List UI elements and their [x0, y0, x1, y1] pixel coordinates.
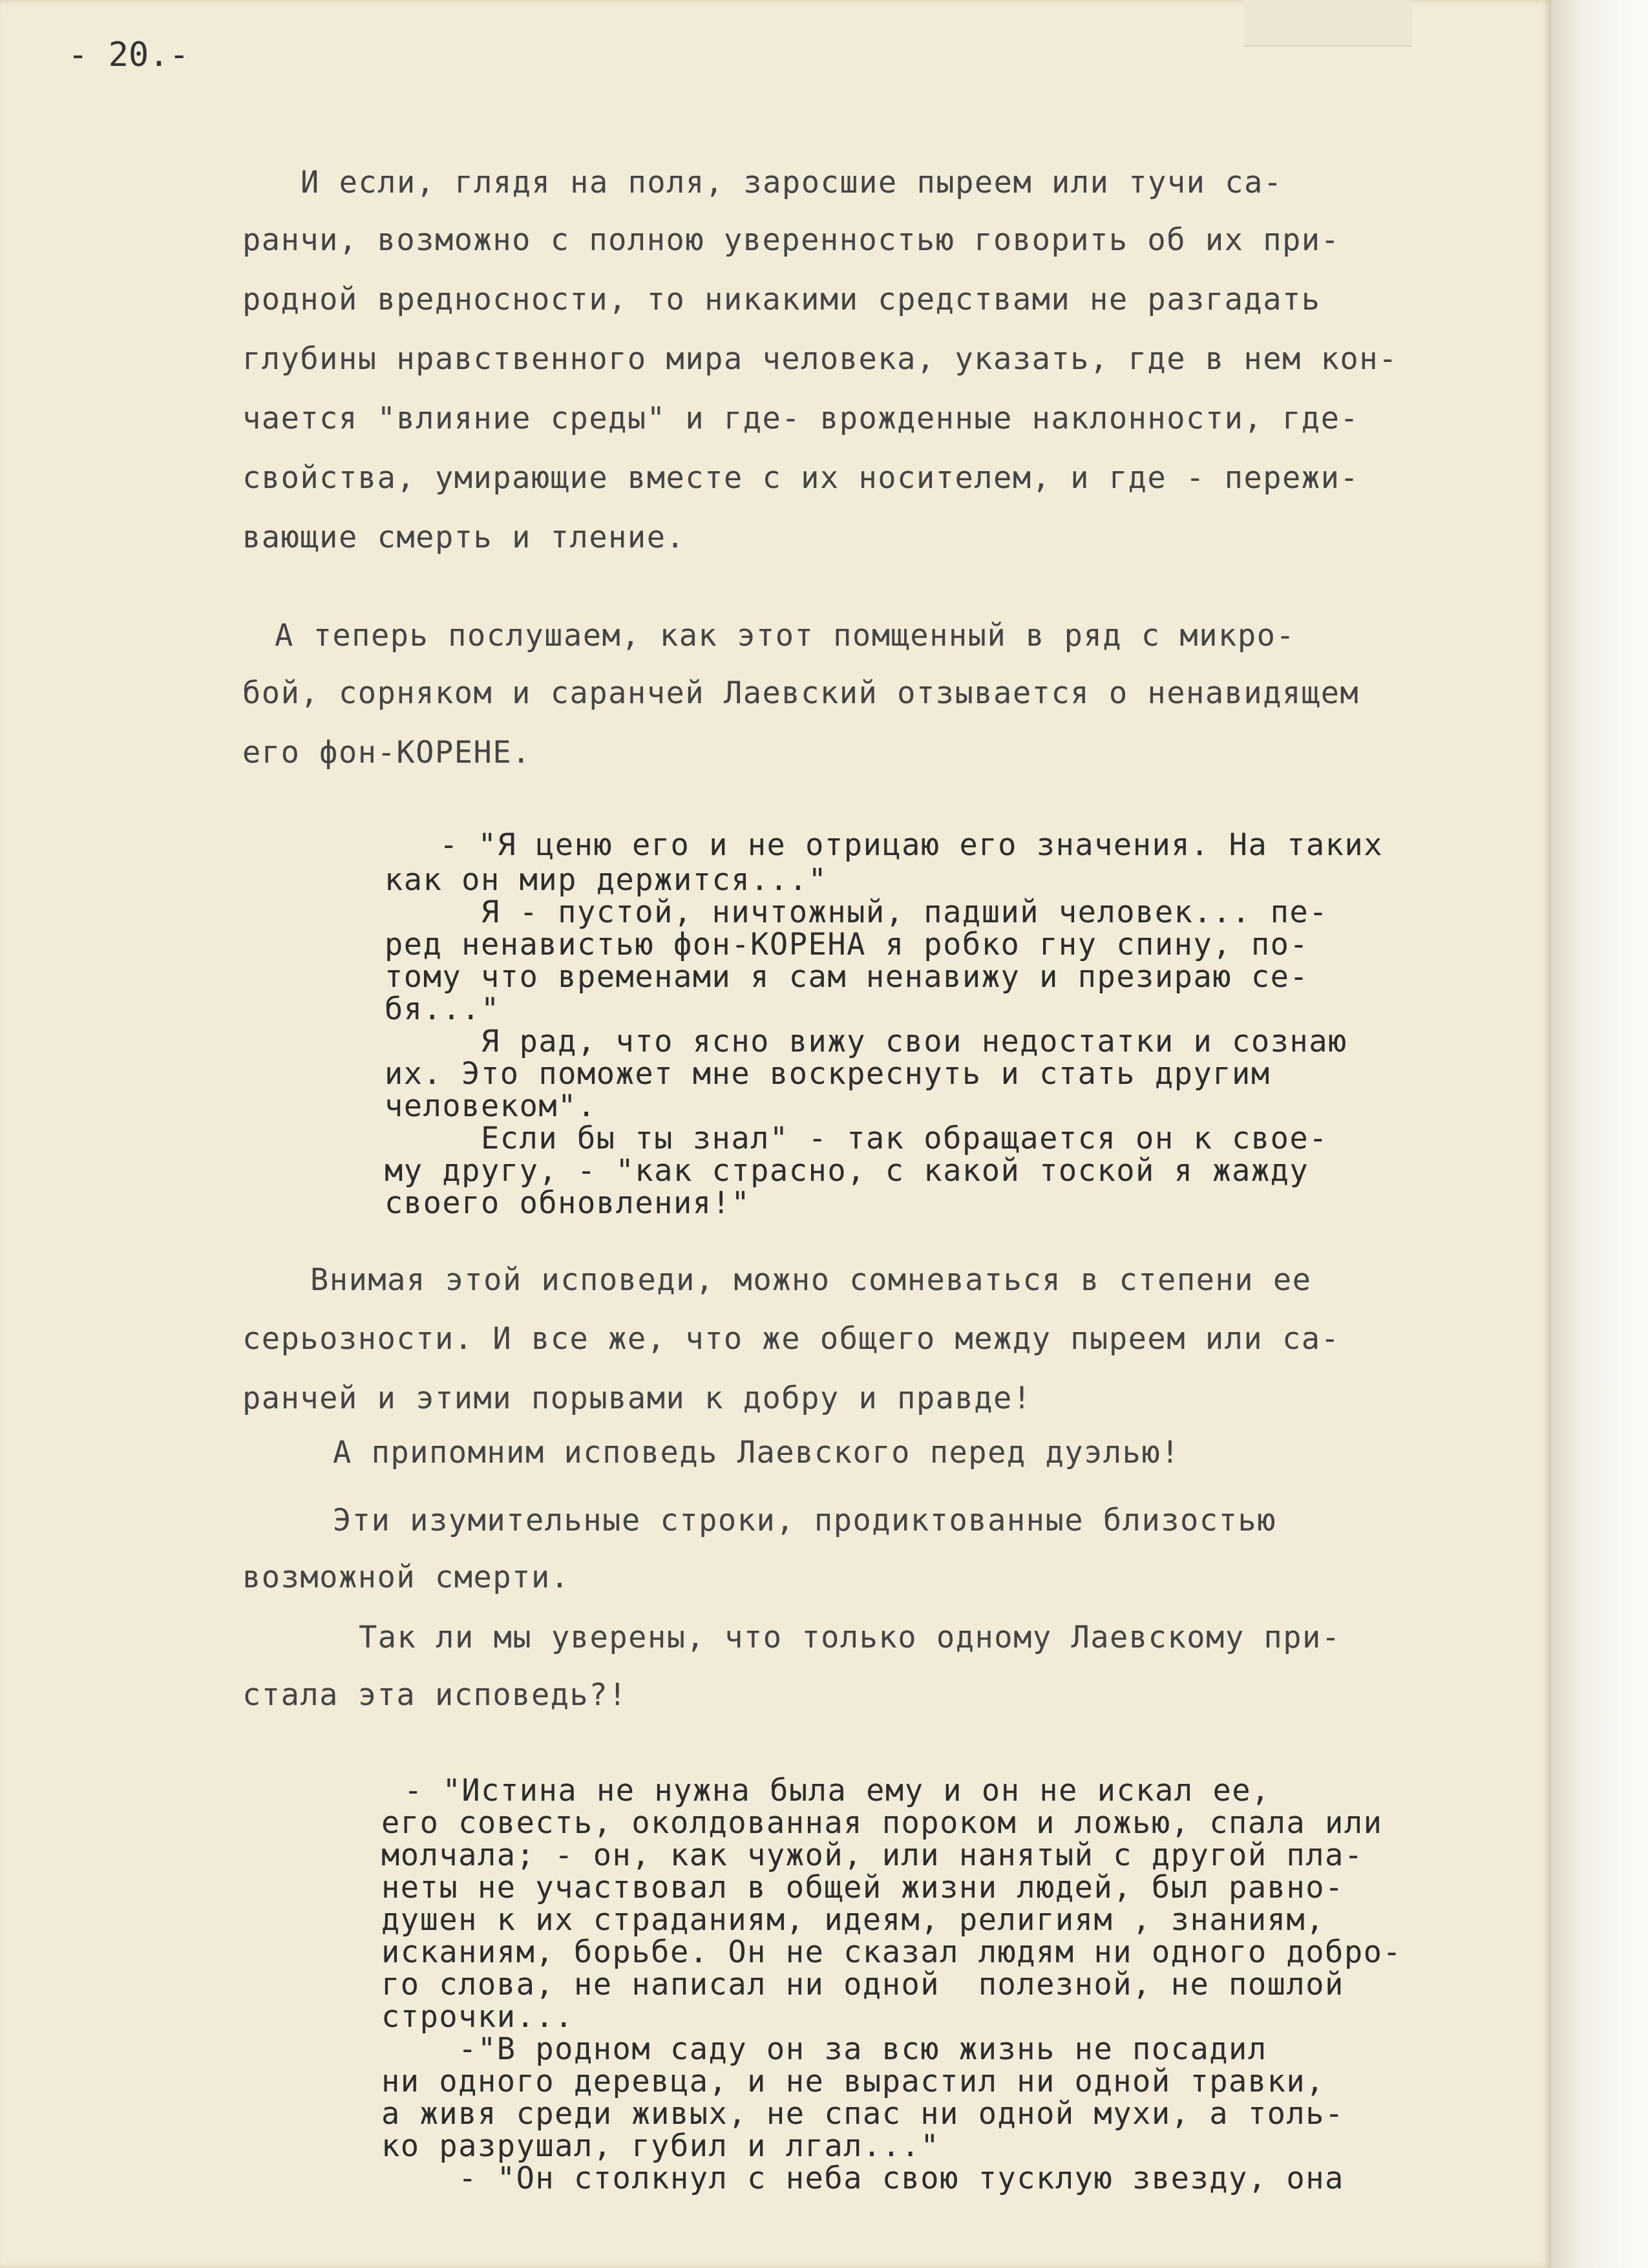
paragraph-3-body: серьозности. И все же, что же общего между пыреем или са- ранчей и этими порывами к добру и правде!: [242, 1321, 1340, 1416]
paragraph-5-first-line: Эти изумительные строки, продиктованные близостью: [333, 1503, 1277, 1538]
quote-2-first-line: - "Истина не нужна была ему и он не искал ее,: [404, 1773, 1271, 1808]
quote-1-body: как он мир держится..." Я - пустой, ничтожный, падший человек... пе- ред ненавистью фон-КОРЕНА я робко гну спину, по- тому что временами я сам ненавижу и презираю се- бя..." Я рад, что ясно вижу свои недостатки и сознаю их. Это поможет мне воскреснуть и стать другим человеком". Если бы ты знал" - так обращается он к свое- му другу, - "как страсно, с какой тоской я жажду своего обновления!": [385, 862, 1347, 1221]
paragraph-1-first-line: И если, глядя на поля, заросшие пыреем или тучи са-: [301, 165, 1283, 200]
quote-1-first-line: - "Я ценю его и не отрицаю его значения. На таких: [439, 827, 1384, 863]
archive-tab: [1244, 0, 1412, 47]
paragraph-4: А припомним исповедь Лаевского перед дуэлью!: [333, 1435, 1181, 1470]
paragraph-2-first-line: А теперь послушаем, как этот помщенный в ряд с микро-: [275, 618, 1296, 653]
paragraph-5-body: возможной смерти.: [242, 1560, 570, 1595]
paragraph-6-first-line: Так ли мы уверены, что только одному Лаевскому при-: [359, 1620, 1341, 1655]
scanner-background: [1551, 0, 1648, 2268]
quote-2-body: его совесть, околдованная пороком и ложью, спала или молчала; - он, как чужой, или нанятый с другой пла- неты не участвовал в общей жизни людей, был равно- душен к их страданиям, идеям, религиям , знаниям, исканиям, борьбе. Он не сказал людям ни одного добро- го слова, не написал ни одной полезной, не пошлой строчки... -"В родном саду он за всю жизнь не посадил ни одного деревца, и не вырастил ни одной травки, а живя среди живых, не спас ни одной мухи, а толь- ко разрушал, губил и лгал..." - "Он столкнул с неба свою тусклую звезду, она: [381, 1805, 1402, 2196]
page-number: - 20.-: [68, 36, 189, 74]
paragraph-6-body: стала эта исповедь?!: [242, 1677, 628, 1713]
paragraph-3-first-line: Внимая этой исповеди, можно сомневаться в степени ее: [310, 1262, 1312, 1298]
paragraph-1-body: ранчи, возможно с полною уверенностью говорить об их при- родной вредносности, то никакими средствами не разгадать глубины нравственного мира человека, указать, где в нем кон- чается "влияние среды" и где- врожденные наклонности, где- свойства, умирающие вместе с их носителем, и где - пережи- вающие смерть и тление.: [242, 222, 1398, 555]
paragraph-2-body: бой, сорняком и саранчей Лаевский отзывается о ненавидящем его фон-КОРЕНЕ.: [242, 675, 1360, 770]
